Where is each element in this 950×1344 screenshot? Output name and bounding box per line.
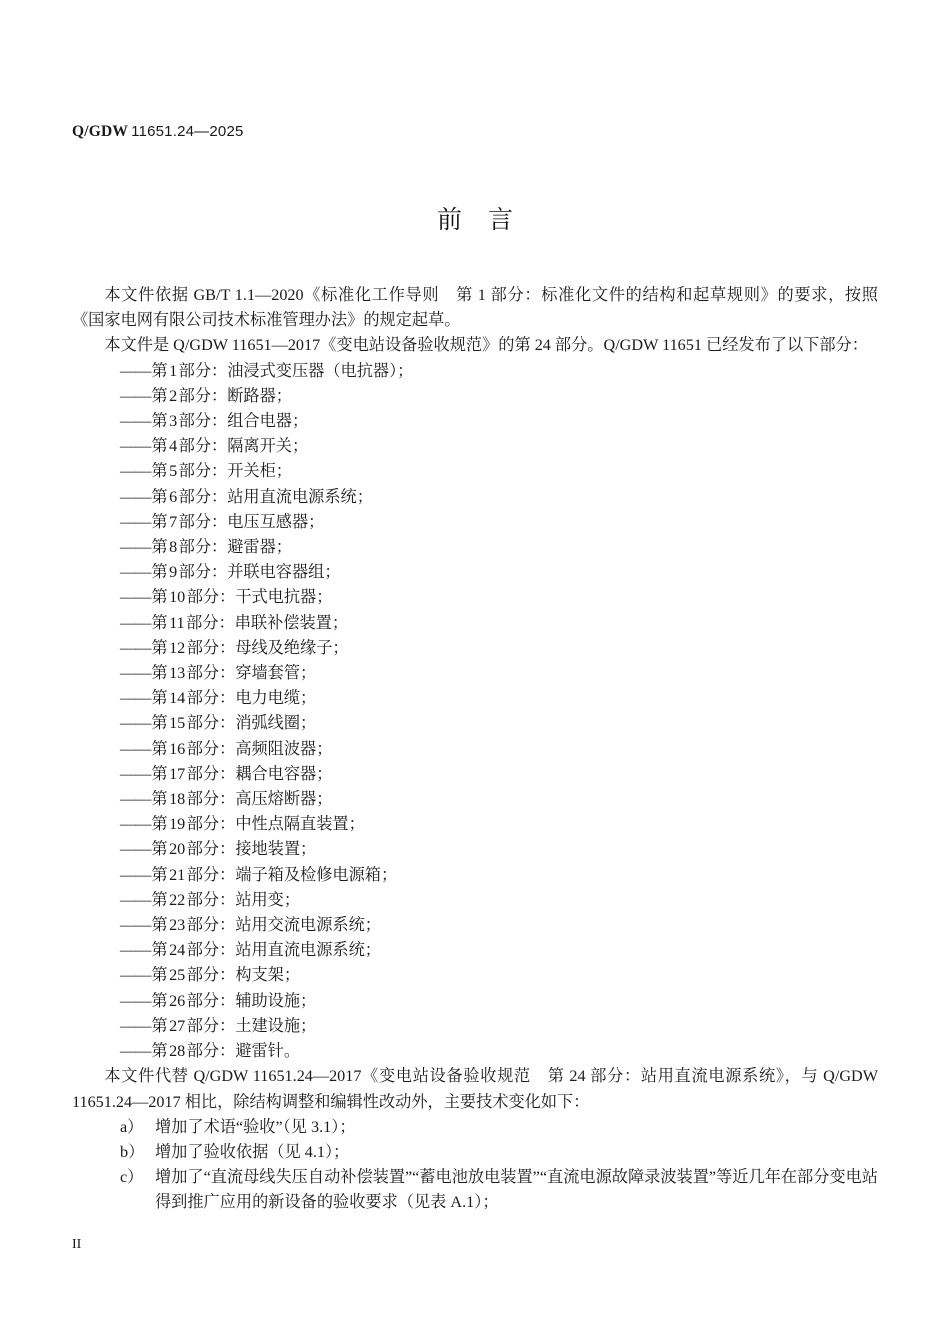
part-list-item (72, 888, 878, 913)
part-word-suffix: 部分： (186, 966, 236, 985)
part-word-suffix: 部分： (186, 790, 236, 809)
part-list-item (72, 737, 878, 762)
part-word-prefix: 第 (151, 739, 168, 758)
part-word-suffix: 部分： (186, 739, 236, 758)
part-number: 15 (169, 714, 186, 733)
part-word-prefix: 第 (151, 512, 168, 531)
part-word-suffix: 部分： (178, 361, 228, 380)
paragraph-basis: 本文件依据 GB/T 1.1—2020《标准化工作导则 第 1 部分：标准化文件的结构和起草规则》的要求，按照《国家电网有限公司技术标准管理办法》的规定起草。 (72, 286, 878, 330)
em-dash-marker: —— (120, 613, 151, 632)
part-word-prefix: 第 (151, 790, 168, 809)
part-number: 11 (169, 613, 185, 632)
part-word-prefix: 第 (151, 613, 168, 632)
em-dash-marker: —— (120, 487, 151, 506)
part-title: 站用直流电源系统； (227, 487, 373, 506)
part-number: 27 (169, 1016, 186, 1035)
page-title (0, 205, 950, 235)
running-header (72, 124, 244, 140)
part-list-item (72, 560, 878, 585)
part-word-prefix: 第 (151, 386, 168, 405)
part-word-suffix: 部分： (186, 840, 236, 859)
em-dash-marker: —— (120, 966, 151, 985)
paragraph-part-intro: 本文件是 Q/GDW 11651—2017《变电站设备验收规范》的第 24 部分。Q/GDW 11651 已经发布了以下部分： (104, 336, 868, 355)
part-word-prefix: 第 (151, 865, 168, 884)
part-list-item (72, 384, 878, 409)
part-word-prefix: 第 (151, 664, 168, 683)
part-word-prefix: 第 (151, 890, 168, 909)
part-list-item (72, 661, 878, 686)
part-title: 站用交流电源系统； (235, 916, 381, 935)
part-title: 电力电缆； (235, 689, 317, 708)
section-title-right-char: 言 (488, 205, 514, 234)
part-title: 避雷针。 (235, 1042, 301, 1061)
part-list-item (72, 812, 878, 837)
technical-change-text: 增加了“直流母线失压自动补偿装置”“蓄电池放电装置”“直流电源故障录波装置”等近几年在部分变电站得到推广应用的新设备的验收要求（见表 A.1）； (155, 1168, 878, 1212)
part-word-prefix: 第 (151, 563, 168, 582)
part-title: 辅助设施； (235, 991, 317, 1010)
part-number: 9 (169, 563, 178, 582)
part-title: 开关柜； (227, 462, 292, 481)
part-list-item (72, 636, 878, 661)
part-word-prefix: 第 (151, 991, 168, 1010)
em-dash-marker: —— (120, 412, 151, 431)
part-number: 19 (169, 815, 186, 834)
part-word-prefix: 第 (151, 764, 168, 783)
part-title: 油浸式变压器（电抗器）； (227, 361, 414, 380)
technical-change-item (72, 1165, 878, 1215)
part-word-prefix: 第 (151, 916, 168, 935)
part-title: 站用变； (235, 890, 301, 909)
part-word-prefix: 第 (151, 941, 168, 960)
standard-number: 11651.24—2025 (131, 123, 244, 140)
part-word-suffix: 部分： (186, 689, 236, 708)
em-dash-marker: —— (120, 916, 151, 935)
part-title: 断路器； (227, 386, 292, 405)
part-word-suffix: 部分： (186, 991, 236, 1010)
part-word-prefix: 第 (151, 966, 168, 985)
part-list-item (72, 863, 878, 888)
part-number: 25 (169, 966, 186, 985)
technical-change-text: 增加了验收依据（见 4.1）； (155, 1142, 350, 1161)
part-word-suffix: 部分： (186, 1016, 236, 1035)
part-word-suffix: 部分： (186, 764, 236, 783)
part-list-item (72, 913, 878, 938)
part-list-item (72, 837, 878, 862)
part-title: 站用直流电源系统； (235, 941, 381, 960)
document-body (72, 283, 878, 1216)
part-number: 4 (169, 437, 178, 456)
part-word-suffix: 部分： (186, 865, 236, 884)
part-word-suffix: 部分： (186, 941, 236, 960)
em-dash-marker: —— (120, 512, 151, 531)
part-word-suffix: 部分： (186, 815, 236, 834)
part-title: 构支架； (235, 966, 301, 985)
list-marker: a） (120, 1117, 144, 1136)
part-number: 1 (169, 361, 178, 380)
part-title: 干式电抗器； (235, 588, 333, 607)
part-title: 电压互感器； (227, 512, 325, 531)
part-list-item (72, 535, 878, 560)
technical-changes-list (72, 1115, 878, 1216)
part-title: 组合电器； (227, 412, 309, 431)
part-number: 3 (169, 412, 178, 431)
part-list-item (72, 711, 878, 736)
part-list-item (72, 762, 878, 787)
part-word-suffix: 部分： (178, 386, 228, 405)
em-dash-marker: —— (120, 1016, 151, 1035)
em-dash-marker: —— (120, 437, 151, 456)
part-word-suffix: 部分： (186, 588, 236, 607)
em-dash-marker: —— (120, 563, 151, 582)
em-dash-marker: —— (120, 638, 151, 657)
part-word-prefix: 第 (151, 437, 168, 456)
section-title-left-char: 前 (436, 205, 462, 234)
part-list-item (72, 1039, 878, 1064)
em-dash-marker: —— (120, 739, 151, 758)
em-dash-marker: —— (120, 941, 151, 960)
part-number: 12 (169, 638, 186, 657)
part-number: 16 (169, 739, 186, 758)
part-title: 隔离开关； (227, 437, 309, 456)
part-word-prefix: 第 (151, 689, 168, 708)
part-word-suffix: 部分： (178, 487, 228, 506)
part-list-item (72, 434, 878, 459)
part-word-suffix: 部分： (186, 664, 236, 683)
part-number: 21 (169, 865, 186, 884)
part-word-prefix: 第 (151, 815, 168, 834)
part-list-item (72, 359, 878, 384)
em-dash-marker: —— (120, 664, 151, 683)
part-word-suffix: 部分： (178, 437, 228, 456)
part-word-suffix: 部分： (186, 1042, 236, 1061)
part-word-prefix: 第 (151, 638, 168, 657)
part-word-suffix: 部分： (178, 412, 228, 431)
em-dash-marker: —— (120, 361, 151, 380)
em-dash-marker: —— (120, 764, 151, 783)
list-marker: b） (120, 1142, 145, 1161)
part-number: 20 (169, 840, 186, 859)
part-title: 消弧线圈； (235, 714, 317, 733)
part-word-prefix: 第 (151, 714, 168, 733)
part-word-suffix: 部分： (178, 462, 228, 481)
part-number: 17 (169, 764, 186, 783)
em-dash-marker: —— (120, 462, 151, 481)
part-list-item (72, 1014, 878, 1039)
em-dash-marker: —— (120, 865, 151, 884)
technical-change-item (72, 1140, 878, 1165)
part-number: 2 (169, 386, 178, 405)
part-number: 13 (169, 664, 186, 683)
part-number: 22 (169, 890, 186, 909)
part-word-prefix: 第 (151, 840, 168, 859)
part-word-prefix: 第 (151, 361, 168, 380)
part-word-prefix: 第 (151, 487, 168, 506)
part-title: 母线及绝缘子； (235, 638, 349, 657)
part-list-item (72, 989, 878, 1014)
part-word-prefix: 第 (151, 1016, 168, 1035)
part-title: 接地装置； (235, 840, 317, 859)
part-title: 高压熔断器； (235, 790, 333, 809)
em-dash-marker: —— (120, 689, 151, 708)
part-word-suffix: 部分： (186, 638, 236, 657)
part-word-prefix: 第 (151, 412, 168, 431)
part-title: 串联补偿装置； (234, 613, 349, 632)
part-number: 5 (169, 462, 178, 481)
part-list (72, 359, 878, 1065)
part-list-item (72, 611, 878, 636)
part-list-item (72, 963, 878, 988)
list-marker: c） (120, 1168, 144, 1187)
part-title: 耦合电容器； (235, 764, 333, 783)
em-dash-marker: —— (120, 1042, 151, 1061)
part-list-item (72, 787, 878, 812)
part-word-suffix: 部分： (186, 890, 236, 909)
em-dash-marker: —— (120, 991, 151, 1010)
part-word-suffix: 部分： (186, 714, 236, 733)
part-word-suffix: 部分： (186, 916, 236, 935)
part-word-suffix: 部分： (178, 563, 228, 582)
part-number: 28 (169, 1042, 186, 1061)
em-dash-marker: —— (120, 790, 151, 809)
paragraph-replaces: 本文件代替 Q/GDW 11651.24—2017《变电站设备验收规范 第 24 部分：站用直流电源系统》，与 Q/GDW 11651.24—2017 相比，除结构调整和编辑性改动外，主要技术变化如下： (72, 1067, 878, 1111)
part-word-prefix: 第 (151, 462, 168, 481)
part-list-item (72, 686, 878, 711)
technical-change-text: 增加了术语“验收”（见 3.1）； (155, 1117, 356, 1136)
part-list-item (72, 459, 878, 484)
technical-change-item (72, 1115, 878, 1140)
part-word-suffix: 部分： (178, 538, 228, 557)
part-word-suffix: 部分： (186, 613, 235, 632)
part-list-item (72, 585, 878, 610)
part-title: 并联电容器组； (227, 563, 341, 582)
part-word-prefix: 第 (151, 588, 168, 607)
part-title: 中性点隔直装置； (235, 815, 365, 834)
page-number: II (72, 1237, 82, 1252)
part-title: 穿墙套管； (235, 664, 317, 683)
part-number: 6 (169, 487, 178, 506)
em-dash-marker: —— (120, 588, 151, 607)
em-dash-marker: —— (120, 714, 151, 733)
part-title: 端子箱及检修电源箱； (235, 865, 398, 884)
part-number: 10 (169, 588, 186, 607)
part-number: 8 (169, 538, 178, 557)
part-number: 18 (169, 790, 186, 809)
part-list-item (72, 938, 878, 963)
part-list-item (72, 485, 878, 510)
part-word-prefix: 第 (151, 538, 168, 557)
em-dash-marker: —— (120, 840, 151, 859)
part-list-item (72, 510, 878, 535)
part-number: 26 (169, 991, 186, 1010)
part-list-item (72, 409, 878, 434)
part-number: 7 (169, 512, 178, 531)
part-word-prefix: 第 (151, 1042, 168, 1061)
part-title: 高频阻波器； (235, 739, 333, 758)
part-title: 避雷器； (227, 538, 292, 557)
part-word-suffix: 部分： (178, 512, 228, 531)
part-number: 24 (169, 941, 186, 960)
part-title: 土建设施； (235, 1016, 317, 1035)
standard-prefix: Q/GDW (72, 123, 129, 140)
em-dash-marker: —— (120, 890, 151, 909)
em-dash-marker: —— (120, 386, 151, 405)
part-number: 23 (169, 916, 186, 935)
em-dash-marker: —— (120, 538, 151, 557)
part-number: 14 (169, 689, 186, 708)
em-dash-marker: —— (120, 815, 151, 834)
